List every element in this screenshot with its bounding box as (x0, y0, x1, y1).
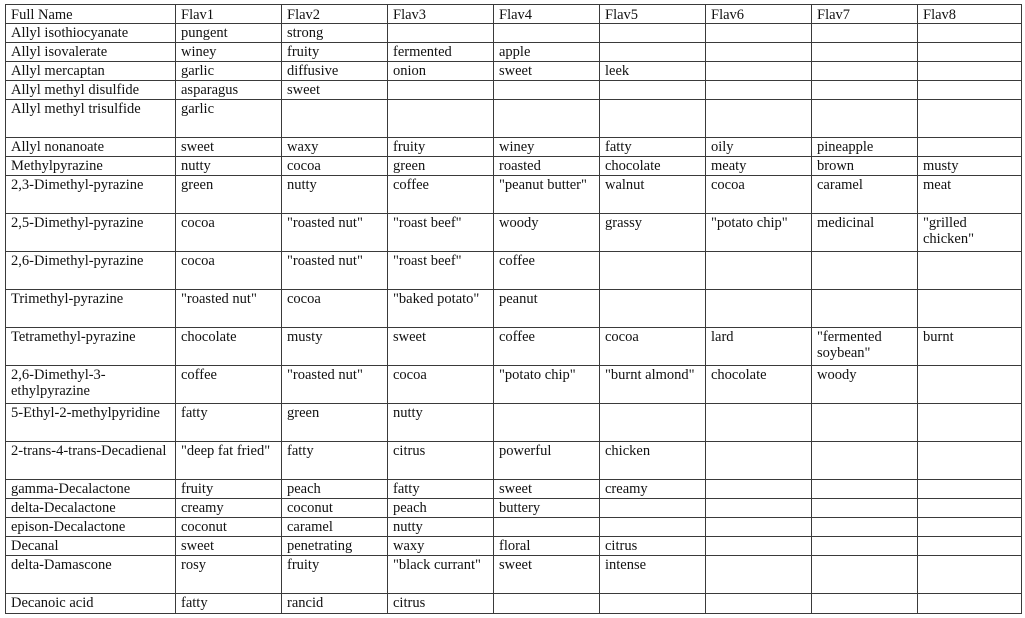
flavor-cell (494, 594, 600, 614)
compound-name-cell: Allyl isothiocyanate (6, 24, 176, 43)
flavor-cell: powerful (494, 442, 600, 480)
flavor-cell: fatty (600, 138, 706, 157)
flavor-cell: waxy (388, 537, 494, 556)
header-flav1: Flav1 (176, 5, 282, 24)
flavor-cell: chicken (600, 442, 706, 480)
header-flav2: Flav2 (282, 5, 388, 24)
compound-name-cell: Tetramethyl-pyrazine (6, 328, 176, 366)
flavor-cell: cocoa (176, 214, 282, 252)
flavor-cell: fatty (176, 404, 282, 442)
flavor-cell (812, 518, 918, 537)
flavor-cell: cocoa (388, 366, 494, 404)
flavor-cell (918, 290, 1022, 328)
flavor-cell (918, 537, 1022, 556)
flavor-cell: nutty (388, 518, 494, 537)
table-row (6, 594, 1022, 614)
flavor-cell: waxy (282, 138, 388, 157)
header-flav7: Flav7 (812, 5, 918, 24)
flavor-cell (600, 404, 706, 442)
flavor-cell (812, 594, 918, 614)
flavor-cell (918, 252, 1022, 290)
flavor-cell: nutty (388, 404, 494, 442)
flavor-cell (918, 100, 1022, 138)
flavor-cell: apple (494, 43, 600, 62)
flavor-cell (812, 81, 918, 100)
flavor-cell: peach (388, 499, 494, 518)
table-row (6, 62, 1022, 81)
flavor-cell: sweet (494, 62, 600, 81)
header-flav6: Flav6 (706, 5, 812, 24)
flavor-cell: diffusive (282, 62, 388, 81)
compound-name-cell: 5-Ethyl-2-methylpyridine (6, 404, 176, 442)
compound-name-cell: Allyl methyl disulfide (6, 81, 176, 100)
compound-name-cell: 2-trans-4-trans-Decadienal (6, 442, 176, 480)
flavor-cell: cocoa (282, 157, 388, 176)
flavor-cell (918, 499, 1022, 518)
flavor-cell (812, 499, 918, 518)
flavor-cell: peanut (494, 290, 600, 328)
flavor-cell (600, 43, 706, 62)
flavor-cell: rosy (176, 556, 282, 594)
compound-name-cell: Decanal (6, 537, 176, 556)
flavor-cell: nutty (176, 157, 282, 176)
flavor-cell: cocoa (176, 252, 282, 290)
flavor-cell: chocolate (176, 328, 282, 366)
flavor-cell: green (282, 404, 388, 442)
flavor-cell: "roasted nut" (176, 290, 282, 328)
flavor-cell (706, 594, 812, 614)
table-row (6, 556, 1022, 594)
table-row (6, 518, 1022, 537)
flavor-cell: fermented (388, 43, 494, 62)
flavor-cell (706, 252, 812, 290)
flavor-cell: "potato chip" (706, 214, 812, 252)
flavor-cell: creamy (600, 480, 706, 499)
flavor-cell: peach (282, 480, 388, 499)
flavor-cell: cocoa (706, 176, 812, 214)
flavor-cell: strong (282, 24, 388, 43)
flavor-table (5, 4, 1022, 614)
flavor-cell: musty (918, 157, 1022, 176)
flavor-cell: "roast beef" (388, 214, 494, 252)
flavor-cell: penetrating (282, 537, 388, 556)
flavor-cell (600, 100, 706, 138)
flavor-cell: sweet (176, 138, 282, 157)
flavor-cell: buttery (494, 499, 600, 518)
flavor-cell (600, 518, 706, 537)
table-row (6, 157, 1022, 176)
compound-name-cell: 2,3-Dimethyl-pyrazine (6, 176, 176, 214)
flavor-cell: fatty (388, 480, 494, 499)
flavor-cell (918, 518, 1022, 537)
flavor-cell: "potato chip" (494, 366, 600, 404)
flavor-cell (706, 290, 812, 328)
compound-name-cell: Methylpyrazine (6, 157, 176, 176)
flavor-cell: lard (706, 328, 812, 366)
flavor-cell: fruity (388, 138, 494, 157)
flavor-cell: floral (494, 537, 600, 556)
table-row (6, 176, 1022, 214)
flavor-cell (812, 100, 918, 138)
flavor-cell: musty (282, 328, 388, 366)
flavor-cell: chocolate (706, 366, 812, 404)
table-row (6, 24, 1022, 43)
table-row (6, 214, 1022, 252)
table-row (6, 290, 1022, 328)
flavor-cell (600, 594, 706, 614)
flavor-cell: caramel (282, 518, 388, 537)
flavor-cell (706, 62, 812, 81)
flavor-cell: coconut (282, 499, 388, 518)
table-row (6, 480, 1022, 499)
flavor-cell: "black currant" (388, 556, 494, 594)
table-row (6, 138, 1022, 157)
flavor-cell (600, 24, 706, 43)
flavor-cell: walnut (600, 176, 706, 214)
flavor-cell: "fermented soybean" (812, 328, 918, 366)
flavor-cell (812, 43, 918, 62)
flavor-cell: coffee (494, 252, 600, 290)
compound-name-cell: gamma-Decalactone (6, 480, 176, 499)
flavor-cell: rancid (282, 594, 388, 614)
table-body (6, 24, 1022, 614)
flavor-cell: fruity (282, 43, 388, 62)
flavor-cell (918, 480, 1022, 499)
compound-name-cell: 2,6-Dimethyl-pyrazine (6, 252, 176, 290)
compound-name-cell: Allyl isovalerate (6, 43, 176, 62)
flavor-cell (812, 290, 918, 328)
flavor-cell (918, 138, 1022, 157)
header-row (6, 5, 1022, 24)
flavor-cell: fruity (282, 556, 388, 594)
flavor-cell (918, 62, 1022, 81)
table-row (6, 537, 1022, 556)
flavor-cell (812, 537, 918, 556)
table-row (6, 328, 1022, 366)
flavor-cell (600, 499, 706, 518)
flavor-cell: citrus (388, 442, 494, 480)
table-row (6, 43, 1022, 62)
flavor-cell: fatty (282, 442, 388, 480)
flavor-cell: coffee (388, 176, 494, 214)
compound-name-cell: 2,6-Dimethyl-3-ethylpyrazine (6, 366, 176, 404)
flavor-cell: onion (388, 62, 494, 81)
flavor-cell: brown (812, 157, 918, 176)
flavor-cell: "baked potato" (388, 290, 494, 328)
flavor-cell (706, 556, 812, 594)
header-flav3: Flav3 (388, 5, 494, 24)
flavor-cell: "grilled chicken" (918, 214, 1022, 252)
flavor-cell: pineapple (812, 138, 918, 157)
flavor-cell (918, 43, 1022, 62)
flavor-cell: woody (812, 366, 918, 404)
flavor-cell (600, 290, 706, 328)
flavor-cell: fatty (176, 594, 282, 614)
table-row (6, 252, 1022, 290)
flavor-cell: green (176, 176, 282, 214)
flavor-cell: sweet (494, 480, 600, 499)
flavor-cell: roasted (494, 157, 600, 176)
flavor-cell: sweet (282, 81, 388, 100)
flavor-cell (812, 480, 918, 499)
flavor-cell (600, 81, 706, 100)
flavor-cell: medicinal (812, 214, 918, 252)
flavor-cell: winey (176, 43, 282, 62)
compound-name-cell: Allyl methyl trisulfide (6, 100, 176, 138)
flavor-cell: winey (494, 138, 600, 157)
flavor-cell (918, 24, 1022, 43)
flavor-cell: "roasted nut" (282, 252, 388, 290)
flavor-cell: garlic (176, 62, 282, 81)
compound-name-cell: Allyl mercaptan (6, 62, 176, 81)
table-row (6, 366, 1022, 404)
flavor-cell (706, 480, 812, 499)
flavor-cell (706, 100, 812, 138)
flavor-cell: fruity (176, 480, 282, 499)
flavor-cell: chocolate (600, 157, 706, 176)
flavor-cell: caramel (812, 176, 918, 214)
flavor-cell: pungent (176, 24, 282, 43)
flavor-cell: garlic (176, 100, 282, 138)
flavor-cell: sweet (176, 537, 282, 556)
header-flav5: Flav5 (600, 5, 706, 24)
flavor-cell: "roasted nut" (282, 214, 388, 252)
flavor-cell: cocoa (282, 290, 388, 328)
flavor-cell: citrus (600, 537, 706, 556)
compound-name-cell: delta-Damascone (6, 556, 176, 594)
compound-name-cell: Allyl nonanoate (6, 138, 176, 157)
flavor-cell: burnt (918, 328, 1022, 366)
flavor-cell (494, 81, 600, 100)
flavor-cell: "peanut butter" (494, 176, 600, 214)
flavor-cell: citrus (388, 594, 494, 614)
flavor-cell: coffee (494, 328, 600, 366)
table-row (6, 442, 1022, 480)
flavor-cell (812, 252, 918, 290)
table-row (6, 81, 1022, 100)
table-row (6, 100, 1022, 138)
flavor-cell: asparagus (176, 81, 282, 100)
flavor-cell: leek (600, 62, 706, 81)
flavor-cell (918, 442, 1022, 480)
flavor-cell (282, 100, 388, 138)
flavor-cell (600, 252, 706, 290)
flavor-cell: coffee (176, 366, 282, 404)
flavor-cell: creamy (176, 499, 282, 518)
flavor-cell (706, 81, 812, 100)
table-row (6, 499, 1022, 518)
compound-name-cell: epison-Decalactone (6, 518, 176, 537)
flavor-cell (918, 594, 1022, 614)
flavor-cell: sweet (388, 328, 494, 366)
flavor-cell (918, 366, 1022, 404)
flavor-cell: sweet (494, 556, 600, 594)
flavor-cell (388, 81, 494, 100)
flavor-cell: meat (918, 176, 1022, 214)
flavor-cell (918, 404, 1022, 442)
flavor-cell: cocoa (600, 328, 706, 366)
compound-name-cell: 2,5-Dimethyl-pyrazine (6, 214, 176, 252)
flavor-cell: intense (600, 556, 706, 594)
flavor-cell (706, 404, 812, 442)
flavor-cell (918, 556, 1022, 594)
flavor-cell (494, 24, 600, 43)
flavor-cell: "burnt almond" (600, 366, 706, 404)
flavor-cell: "roasted nut" (282, 366, 388, 404)
flavor-cell (494, 100, 600, 138)
flavor-cell (706, 537, 812, 556)
flavor-cell (706, 43, 812, 62)
flavor-cell (812, 556, 918, 594)
flavor-cell (706, 518, 812, 537)
flavor-cell: oily (706, 138, 812, 157)
flavor-cell (388, 100, 494, 138)
header-flav4: Flav4 (494, 5, 600, 24)
flavor-cell (812, 24, 918, 43)
flavor-cell (706, 442, 812, 480)
flavor-cell (812, 404, 918, 442)
compound-name-cell: Trimethyl-pyrazine (6, 290, 176, 328)
flavor-cell: meaty (706, 157, 812, 176)
flavor-cell: green (388, 157, 494, 176)
flavor-cell (812, 62, 918, 81)
header-flav8: Flav8 (918, 5, 1022, 24)
flavor-cell (388, 24, 494, 43)
flavor-cell (494, 518, 600, 537)
flavor-cell: "deep fat fried" (176, 442, 282, 480)
flavor-cell: grassy (600, 214, 706, 252)
flavor-cell: coconut (176, 518, 282, 537)
flavor-cell: woody (494, 214, 600, 252)
flavor-cell (918, 81, 1022, 100)
compound-name-cell: Decanoic acid (6, 594, 176, 614)
flavor-cell (812, 442, 918, 480)
compound-name-cell: delta-Decalactone (6, 499, 176, 518)
flavor-cell (706, 499, 812, 518)
flavor-cell: nutty (282, 176, 388, 214)
flavor-cell: "roast beef" (388, 252, 494, 290)
flavor-cell (706, 24, 812, 43)
flavor-cell (494, 404, 600, 442)
header-full-name: Full Name (6, 5, 176, 24)
table-header (6, 5, 1022, 24)
table-row (6, 404, 1022, 442)
